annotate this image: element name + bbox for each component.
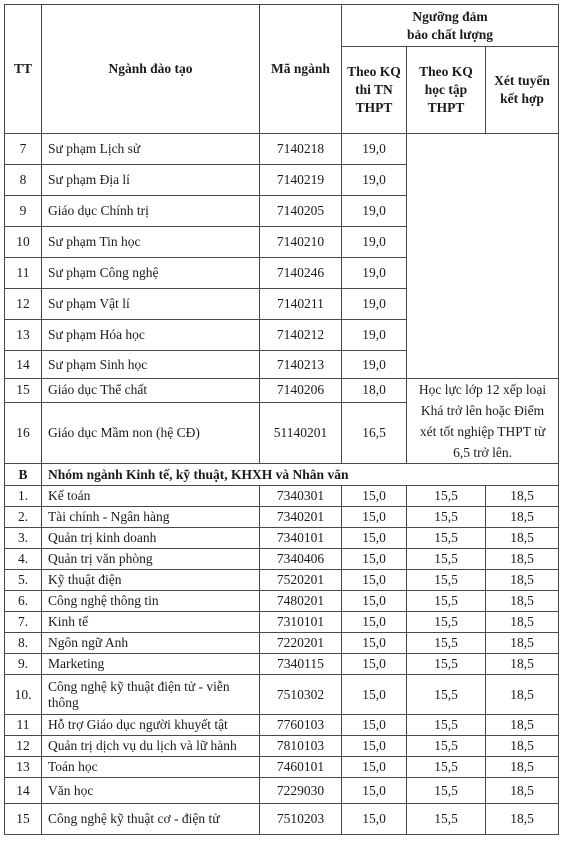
- table-row: [5, 633, 559, 654]
- row-code: 7340115: [260, 654, 342, 675]
- row-score-hoc-tap: 15,5: [407, 736, 486, 757]
- row-code: 7810103: [260, 736, 342, 757]
- row-score-thi: 15,0: [342, 715, 407, 736]
- row-name: Kế toán: [42, 486, 260, 507]
- row-code: 7480201: [260, 591, 342, 612]
- row-score-ket-hop: 18,5: [486, 591, 559, 612]
- row-score-ket-hop: 18,5: [486, 507, 559, 528]
- row-tt: 15: [5, 804, 42, 835]
- row-score-hoc-tap: 15,5: [407, 757, 486, 778]
- row-name: Công nghệ kỹ thuật điện tử - viễn thông: [42, 675, 260, 715]
- note-15-16: Học lực lớp 12 xếp loại Khá trở lên hoặc Điểm xét tốt nghiệp THPT từ 6,5 trở lên.: [407, 379, 559, 464]
- row-score-thi: 19,0: [342, 165, 407, 196]
- row-name: Sư phạm Lịch sử: [42, 134, 260, 165]
- row-code: 7510203: [260, 804, 342, 835]
- row-code: 7340301: [260, 486, 342, 507]
- row-tt: 8: [5, 165, 42, 196]
- row-tt: 12: [5, 289, 42, 320]
- row-score-thi: 19,0: [342, 196, 407, 227]
- table-row: [5, 757, 559, 778]
- row-name: Sư phạm Sinh học: [42, 351, 260, 379]
- row-score-thi: 15,0: [342, 654, 407, 675]
- table-row: [5, 736, 559, 757]
- row-score-thi: 19,0: [342, 258, 407, 289]
- row-score-thi: 15,0: [342, 612, 407, 633]
- row-code: 7140212: [260, 320, 342, 351]
- row-code: 7140246: [260, 258, 342, 289]
- row-score-hoc-tap: 15,5: [407, 804, 486, 835]
- row-code: 7520201: [260, 570, 342, 591]
- table-row: [5, 654, 559, 675]
- row-tt: 8.: [5, 633, 42, 654]
- section-b-tt: B: [5, 464, 42, 486]
- row-score-ket-hop: 18,5: [486, 612, 559, 633]
- table-row: [5, 528, 559, 549]
- row-score-ket-hop: 18,5: [486, 570, 559, 591]
- row-tt: 9.: [5, 654, 42, 675]
- row-score-ket-hop: 18,5: [486, 549, 559, 570]
- table-row: [5, 570, 559, 591]
- row-score-hoc-tap: 15,5: [407, 633, 486, 654]
- row-name: Hỗ trợ Giáo dục người khuyết tật: [42, 715, 260, 736]
- row-name: Toán học: [42, 757, 260, 778]
- row-score-thi: 16,5: [342, 402, 407, 463]
- row-code: 7140206: [260, 379, 342, 403]
- row-tt: 14: [5, 778, 42, 804]
- row-tt: 5.: [5, 570, 42, 591]
- row-tt: 6.: [5, 591, 42, 612]
- header-nganh: Ngành đào tạo: [42, 5, 260, 134]
- row-code: 7220201: [260, 633, 342, 654]
- row-score-ket-hop: 18,5: [486, 633, 559, 654]
- row-tt: 7: [5, 134, 42, 165]
- admission-threshold-table: [4, 4, 559, 835]
- row-name: Quản trị kinh doanh: [42, 528, 260, 549]
- row-code: 7140213: [260, 351, 342, 379]
- row-code: 7310101: [260, 612, 342, 633]
- row-tt: 12: [5, 736, 42, 757]
- row-score-thi: 19,0: [342, 289, 407, 320]
- row-score-thi: 19,0: [342, 320, 407, 351]
- table-row: [5, 549, 559, 570]
- row-score-thi: 19,0: [342, 134, 407, 165]
- row-name: Quản trị văn phòng: [42, 549, 260, 570]
- row-score-ket-hop: 18,5: [486, 654, 559, 675]
- row-name: Văn học: [42, 778, 260, 804]
- row-score-hoc-tap: 15,5: [407, 675, 486, 715]
- row-code: 7140211: [260, 289, 342, 320]
- row-score-hoc-tap: 15,5: [407, 549, 486, 570]
- table-row: [5, 804, 559, 835]
- row-name: Sư phạm Vật lí: [42, 289, 260, 320]
- row-code: 7460101: [260, 757, 342, 778]
- table-row: [5, 486, 559, 507]
- row-score-hoc-tap: 15,5: [407, 528, 486, 549]
- row-score-hoc-tap: 15,5: [407, 486, 486, 507]
- row-score-thi: 15,0: [342, 778, 407, 804]
- row-code: 7140205: [260, 196, 342, 227]
- row-tt: 16: [5, 402, 42, 463]
- row-code: 7510302: [260, 675, 342, 715]
- section-b-header-row: [5, 464, 559, 486]
- row-name: Quản trị dịch vụ du lịch và lữ hành: [42, 736, 260, 757]
- row-name: Sư phạm Địa lí: [42, 165, 260, 196]
- row-score-thi: 19,0: [342, 227, 407, 258]
- row-tt: 11: [5, 258, 42, 289]
- row-score-thi: 15,0: [342, 549, 407, 570]
- row-name: Giáo dục Thể chất: [42, 379, 260, 403]
- row-name: Marketing: [42, 654, 260, 675]
- table-row: [5, 379, 559, 403]
- empty-merged-cell: [407, 134, 559, 379]
- row-score-thi: 18,0: [342, 379, 407, 403]
- row-name: Ngôn ngữ Anh: [42, 633, 260, 654]
- row-score-thi: 15,0: [342, 591, 407, 612]
- row-name: Công nghệ kỹ thuật cơ - điện tử: [42, 804, 260, 835]
- table-row: [5, 675, 559, 715]
- row-tt: 13: [5, 320, 42, 351]
- row-score-ket-hop: 18,5: [486, 486, 559, 507]
- row-score-hoc-tap: 15,5: [407, 591, 486, 612]
- row-name: Sư phạm Hóa học: [42, 320, 260, 351]
- row-tt: 14: [5, 351, 42, 379]
- row-score-ket-hop: 18,5: [486, 804, 559, 835]
- header-kq-thi: Theo KQ thi TN THPT: [342, 47, 407, 134]
- row-code: 7340101: [260, 528, 342, 549]
- row-score-ket-hop: 18,5: [486, 757, 559, 778]
- header-tt: TT: [5, 5, 42, 134]
- row-score-ket-hop: 18,5: [486, 715, 559, 736]
- row-code: 7340406: [260, 549, 342, 570]
- row-code: 7140218: [260, 134, 342, 165]
- section-a-body: [5, 134, 559, 464]
- row-tt: 9: [5, 196, 42, 227]
- row-tt: 15: [5, 379, 42, 403]
- row-score-ket-hop: 18,5: [486, 778, 559, 804]
- table-row: [5, 591, 559, 612]
- table-row: [5, 778, 559, 804]
- row-code: 51140201: [260, 402, 342, 463]
- table-row: [5, 134, 559, 165]
- row-score-thi: 15,0: [342, 804, 407, 835]
- row-score-thi: 15,0: [342, 486, 407, 507]
- row-name: Giáo dục Chính trị: [42, 196, 260, 227]
- row-score-ket-hop: 18,5: [486, 736, 559, 757]
- row-score-thi: 15,0: [342, 528, 407, 549]
- row-score-thi: 15,0: [342, 736, 407, 757]
- row-score-hoc-tap: 15,5: [407, 778, 486, 804]
- row-score-hoc-tap: 15,5: [407, 654, 486, 675]
- header-kq-hoc-tap: Theo KQ học tập THPT: [407, 47, 486, 134]
- row-tt: 4.: [5, 549, 42, 570]
- row-name: Kỹ thuật điện: [42, 570, 260, 591]
- row-score-thi: 15,0: [342, 570, 407, 591]
- row-tt: 3.: [5, 528, 42, 549]
- row-code: 7140210: [260, 227, 342, 258]
- row-name: Giáo dục Mầm non (hệ CĐ): [42, 402, 260, 463]
- row-score-hoc-tap: 15,5: [407, 612, 486, 633]
- row-name: Tài chính - Ngân hàng: [42, 507, 260, 528]
- row-score-thi: 15,0: [342, 507, 407, 528]
- row-score-ket-hop: 18,5: [486, 528, 559, 549]
- row-score-thi: 15,0: [342, 675, 407, 715]
- row-score-ket-hop: 18,5: [486, 675, 559, 715]
- row-tt: 11: [5, 715, 42, 736]
- section-b-body: [5, 464, 559, 835]
- row-score-hoc-tap: 15,5: [407, 570, 486, 591]
- row-score-hoc-tap: 15,5: [407, 715, 486, 736]
- row-score-thi: 15,0: [342, 633, 407, 654]
- table-row: [5, 507, 559, 528]
- header-xet-tuyen: Xét tuyển kết hợp: [486, 47, 559, 134]
- row-code: 7760103: [260, 715, 342, 736]
- row-tt: 1.: [5, 486, 42, 507]
- table-row: [5, 715, 559, 736]
- row-score-hoc-tap: 15,5: [407, 507, 486, 528]
- row-code: 7340201: [260, 507, 342, 528]
- row-name: Sư phạm Công nghệ: [42, 258, 260, 289]
- section-b-title: Nhóm ngành Kinh tế, kỹ thuật, KHXH và Nhân văn: [42, 464, 559, 486]
- row-tt: 13: [5, 757, 42, 778]
- row-name: Sư phạm Tin học: [42, 227, 260, 258]
- row-tt: 2.: [5, 507, 42, 528]
- row-name: Kinh tế: [42, 612, 260, 633]
- row-code: 7140219: [260, 165, 342, 196]
- row-tt: 10: [5, 227, 42, 258]
- header-nguong: Ngưỡng đảm bảo chất lượng: [342, 5, 559, 47]
- row-name: Công nghệ thông tin: [42, 591, 260, 612]
- header-ma-nganh: Mã ngành: [260, 5, 342, 134]
- table-row: [5, 612, 559, 633]
- row-code: 7229030: [260, 778, 342, 804]
- row-tt: 10.: [5, 675, 42, 715]
- row-tt: 7.: [5, 612, 42, 633]
- row-score-thi: 19,0: [342, 351, 407, 379]
- row-score-thi: 15,0: [342, 757, 407, 778]
